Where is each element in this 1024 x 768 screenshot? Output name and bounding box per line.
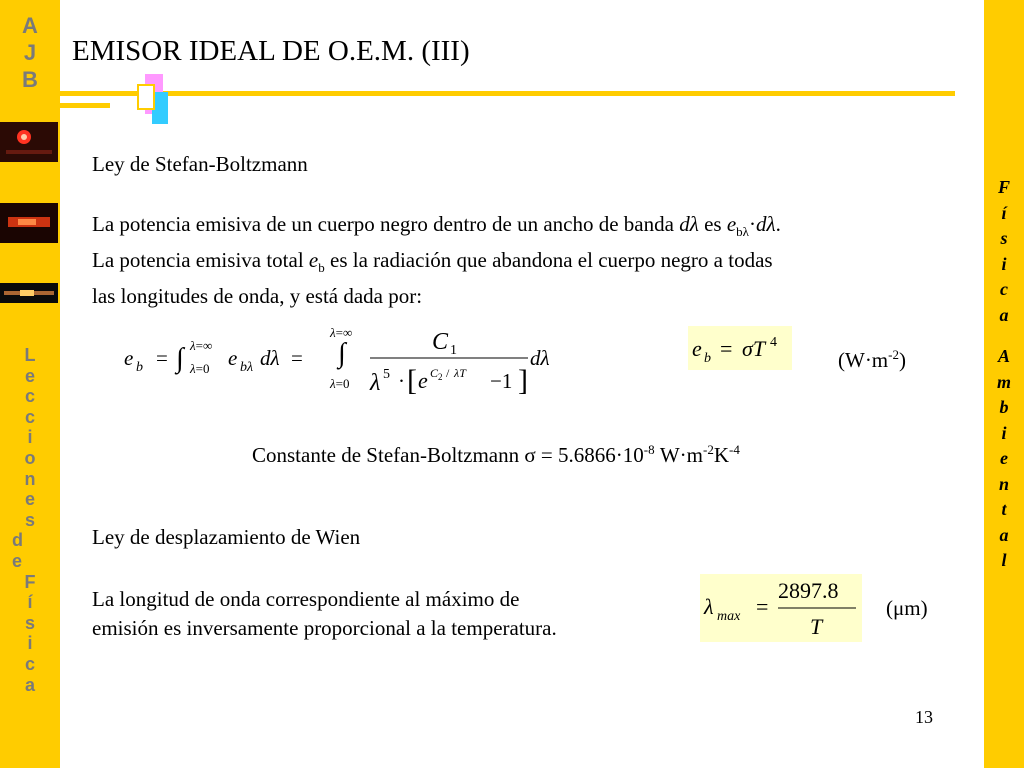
- vertical-letter: i: [1001, 422, 1007, 443]
- wien-paragraph: [92, 585, 557, 643]
- stefan-constant: [252, 435, 740, 470]
- stefan-law-box: [688, 326, 792, 370]
- vertical-letter: s: [24, 612, 35, 633]
- wien-numerator: 2897.8: [778, 578, 839, 603]
- wien-units: (μm): [886, 596, 928, 620]
- vertical-letter: b: [999, 397, 1009, 417]
- vertical-letter: e: [24, 489, 35, 510]
- svg-text:5: 5: [383, 367, 390, 382]
- svg-text:=: =: [291, 346, 303, 370]
- right-vertical-text: [984, 175, 1024, 574]
- title-underline: [60, 91, 955, 96]
- svg-text:=: =: [720, 336, 733, 361]
- stefan-heading: Ley de Stefan-Boltzmann: [92, 152, 308, 176]
- math-e: e: [308, 248, 319, 273]
- svg-text:4: 4: [770, 335, 777, 350]
- svg-text:C: C: [430, 366, 439, 380]
- svg-text:[: [: [407, 364, 417, 397]
- vertical-letter: i: [27, 427, 33, 448]
- vertical-letter: m: [996, 371, 1011, 392]
- page-title: EMISOR IDEAL DE O.E.M. (III): [72, 35, 470, 67]
- svg-text:λ: λ: [370, 370, 381, 396]
- svg-text:max: max: [717, 609, 741, 624]
- wien-law-formula: [700, 574, 862, 642]
- superscript: -8: [643, 442, 655, 457]
- math-dlambda: dλ: [755, 212, 776, 236]
- vertical-letter: e: [24, 365, 35, 386]
- svg-text:C: C: [432, 329, 449, 355]
- stefan-paragraph: [92, 210, 962, 311]
- vertical-letter: a: [999, 524, 1009, 545]
- vertical-letter: i: [1001, 253, 1007, 274]
- vertical-letter: l: [1001, 550, 1007, 570]
- text-run: La potencia emisiva total: [92, 248, 309, 273]
- vertical-letter: F: [997, 177, 1010, 197]
- vertical-letter: s: [1000, 228, 1008, 248]
- vertical-letter: c: [1000, 279, 1008, 299]
- text-run: Constante de Stefan-Boltzmann σ = 5.6866·10: [252, 443, 644, 467]
- svg-text:2: 2: [438, 372, 443, 382]
- svg-text:λ: λ: [704, 594, 714, 619]
- decor-outline-block: [137, 84, 155, 110]
- math-sub: bλ: [736, 224, 749, 240]
- left-vertical-text: [0, 345, 60, 695]
- vertical-letter: í: [27, 592, 33, 613]
- vertical-letter: a: [999, 304, 1009, 325]
- title-underline-short: [60, 103, 110, 108]
- text-run: (W·m: [838, 348, 889, 372]
- svg-text:b: b: [704, 351, 711, 366]
- wien-law-box: [700, 574, 862, 642]
- svg-text:b: b: [136, 360, 143, 375]
- svg-text:dλ: dλ: [260, 346, 280, 370]
- svg-text:T: T: [810, 614, 823, 639]
- vertical-letter: d: [12, 530, 23, 551]
- stefan-law-formula: [688, 326, 792, 370]
- svg-text:−1: −1: [490, 369, 513, 393]
- svg-text:=: =: [156, 346, 168, 370]
- svg-text:λ=∞: λ=∞: [330, 325, 353, 340]
- stefan-line-2: [92, 246, 962, 282]
- svg-text:e: e: [228, 346, 238, 370]
- math-dlambda: dλ: [679, 212, 699, 236]
- svg-text:∫: ∫: [176, 343, 184, 374]
- svg-text:dλ: dλ: [530, 346, 550, 370]
- svg-text:λ=0: λ=0: [330, 376, 350, 391]
- vertical-letter: A: [997, 346, 1010, 366]
- svg-text:e: e: [124, 346, 134, 370]
- svg-text:·: ·: [398, 369, 405, 393]
- math-sub: b: [318, 260, 325, 276]
- superscript: -4: [729, 442, 740, 457]
- svg-text:λT: λT: [454, 366, 466, 380]
- vertical-letter: L: [24, 345, 36, 365]
- wien-heading: Ley de desplazamiento de Wien: [92, 525, 361, 549]
- vertical-letter: n: [998, 473, 1009, 494]
- vertical-letter: c: [24, 653, 35, 674]
- math-e: e: [726, 212, 737, 236]
- svg-text:λ=0: λ=0: [190, 361, 210, 376]
- svg-text:bλ: bλ: [240, 360, 254, 375]
- svg-text:∫: ∫: [338, 338, 346, 369]
- author-initials: [0, 12, 60, 93]
- vertical-letter: t: [1001, 499, 1007, 519]
- thumbnail-image-2: [0, 203, 58, 243]
- superscript: -2: [888, 347, 899, 362]
- superscript: -2: [703, 442, 714, 457]
- stefan-units: $(W\cdot m^{-2})$: [838, 347, 906, 372]
- thumbnail-image-1: [0, 122, 58, 162]
- vertical-letter: a: [24, 674, 35, 695]
- thumbnail-image-3: [0, 283, 58, 303]
- initial-j: J: [23, 40, 37, 65]
- text-run: K: [713, 443, 730, 467]
- wien-line-1: La longitud de onda correspondiente al máximo de: [92, 587, 520, 611]
- svg-text:σT: σT: [742, 336, 766, 361]
- stefan-line-1: La potencia emisiva de un cuerpo negro dentro de un ancho de banda dλ es $e_{b\lambda}\cdot d\lambda$.: [92, 212, 781, 240]
- vertical-letter: i: [27, 633, 33, 654]
- vertical-letter: s: [24, 509, 35, 530]
- page-number: 13: [915, 707, 933, 727]
- vertical-letter: o: [24, 447, 36, 468]
- wien-line-2: emisión es inversamente proporcional a la temperatura.: [92, 616, 557, 640]
- vertical-letter: e: [12, 550, 23, 571]
- integral-formula: [120, 322, 580, 402]
- svg-text:1: 1: [450, 343, 457, 358]
- svg-text:/: /: [446, 366, 450, 380]
- vertical-letter: c: [24, 386, 35, 407]
- vertical-letter: e: [1000, 448, 1008, 468]
- vertical-letter: n: [24, 468, 36, 489]
- svg-text:]: ]: [518, 364, 528, 397]
- vertical-letter: í: [1001, 202, 1007, 223]
- vertical-letter: c: [24, 406, 35, 427]
- text-run: La potencia emisiva de un cuerpo negro dentro de un ancho de banda: [92, 212, 680, 236]
- svg-text:=: =: [756, 594, 769, 619]
- text-run: W·m: [654, 443, 704, 467]
- svg-text:λ=∞: λ=∞: [190, 338, 213, 353]
- vertical-letter: F: [24, 571, 36, 592]
- svg-text:e: e: [692, 336, 702, 361]
- spacer: [984, 328, 1024, 344]
- stefan-line-3: las longitudes de onda, y está dada por:: [92, 284, 423, 309]
- text-run: es: [698, 212, 727, 236]
- text-run: es la radiación que abandona el cuerpo negro a todas: [324, 248, 773, 273]
- initial-a: A: [22, 13, 38, 38]
- svg-text:e: e: [418, 368, 428, 393]
- initial-b: B: [22, 67, 38, 92]
